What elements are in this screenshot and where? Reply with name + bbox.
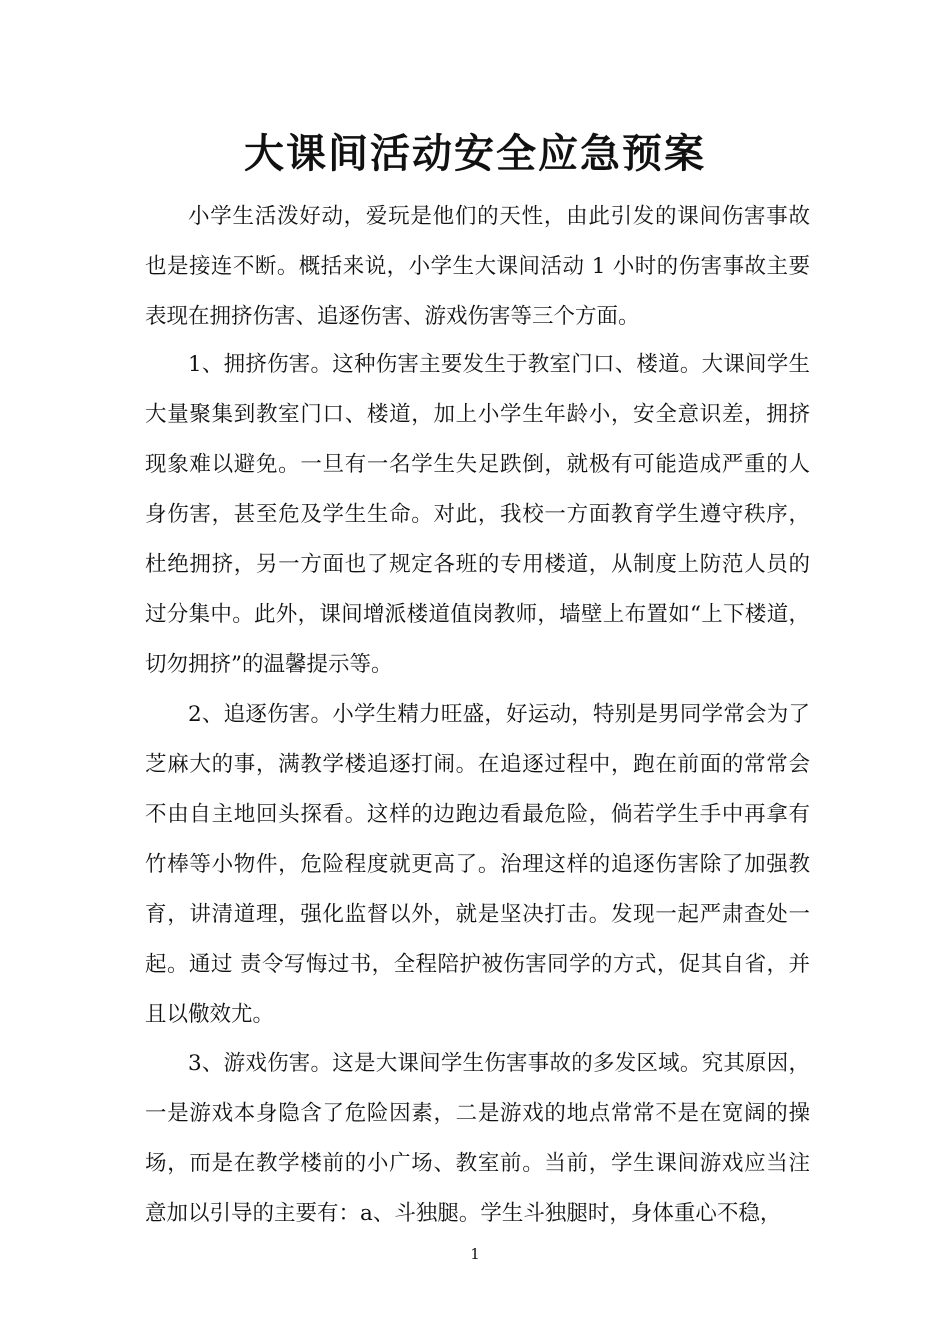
paragraph-game-injury: 3、游戏伤害。这是大课间学生伤害事故的多发区域。究其原因，一是游戏本身隐含了危险因素，二是游戏的地点常常不是在宽阔的操场，而是在教学楼前的小广场、教室前。当前，学生课间游戏应当注意加以引导的主要有：a、斗独腿。学生斗独腿时，身体重心不稳，	[145, 1051, 810, 1226]
document-title: 大课间活动安全应急预案	[244, 131, 706, 177]
paragraph-intro: 小学生活泼好动，爱玩是他们的天性，由此引发的课间伤害事故也是接连不断。概括来说，小学生大课间活动 1 小时的伤害事故主要表现在拥挤伤害、追逐伤害、游戏伤害等三个方面。	[145, 204, 810, 329]
page-number: 1	[470, 1245, 480, 1263]
paragraph-crowding-injury: 1、拥挤伤害。这种伤害主要发生于教室门口、楼道。大课间学生大量聚集到教室门口、楼道，加上小学生年龄小，安全意识差，拥挤现象难以避免。一旦有一名学生失足跌倒，就极有可能造成严重的人身伤害，甚至危及学生生命。对此，我校一方面教育学生遵守秩序，杜绝拥挤，另一方面也了规定各班的专用楼道，从制度上防范人员的过分集中。此外，课间增派楼道值岗教师，墙壁上布置如“上下楼道，切勿拥挤”的温馨提示等。	[145, 352, 810, 677]
paragraph-chasing-injury: 2、追逐伤害。小学生精力旺盛，好运动，特别是男同学常会为了芝麻大的事，满教学楼追逐打闹。在追逐过程中，跑在前面的常常会不由自主地回头探看。这样的边跑边看最危险，倘若学生手中再拿有竹棒等小物件，危险程度就更高了。治理这样的追逐伤害除了加强教育，讲清道理，强化监督以外，就是坚决打击。发现一起严肃查处一起。通过 责令写悔过书，全程陪护被伤害同学的方式，促其自省，并且以儆效尤。	[145, 702, 810, 1027]
